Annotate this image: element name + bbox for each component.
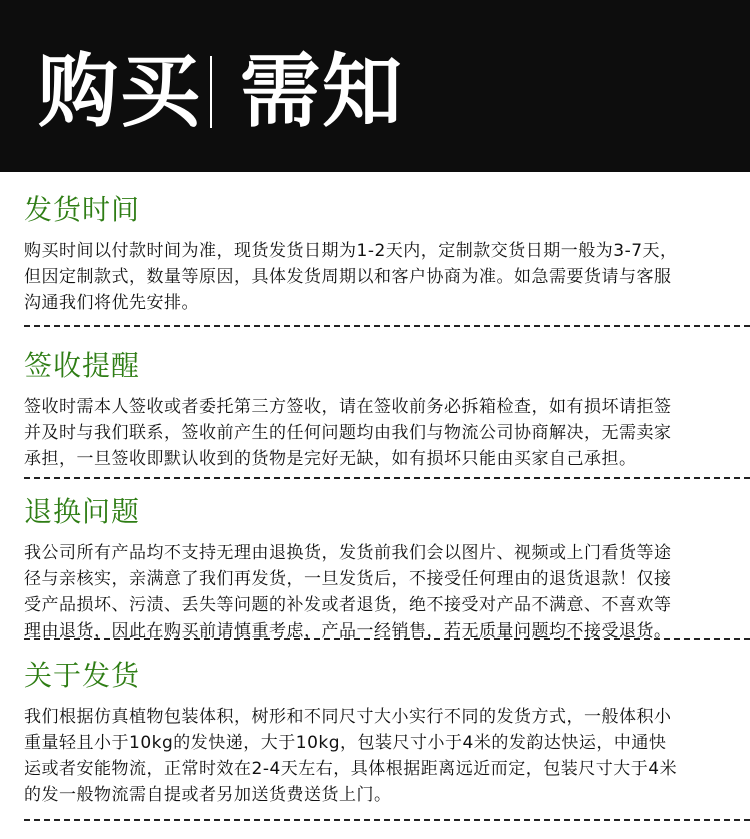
dashed-divider xyxy=(24,638,750,640)
body-line: 并及时与我们联系，签收前产生的任何问题均由我们与物流公司协商解决，无需卖家 xyxy=(24,423,672,443)
body-line: 我们根据仿真植物包装体积，树形和不同尺寸大小实行不同的发货方式，一般体积小 xyxy=(24,707,672,727)
header-title-right: 需知 xyxy=(240,45,404,138)
header-separator xyxy=(210,56,212,128)
section-body xyxy=(24,238,736,316)
body-line: 但因定制款式，数量等原因，具体发货周期以和客户协商为准。如急需要货请与客服 xyxy=(24,267,672,287)
section-title: 关于发货 xyxy=(24,659,141,692)
section-title: 退换问题 xyxy=(24,495,141,528)
body-line: 重量轻且小于10kg的发快递，大于10kg，包装尺寸小于4米的发韵达快运，中通快 xyxy=(24,733,667,753)
body-line: 受产品损坏、污渍、丢失等问题的补发或者退货，绝不接受对产品不满意、不喜欢等 xyxy=(24,595,672,615)
dashed-divider xyxy=(24,325,750,327)
body-line: 承担，一旦签收即默认收到的货物是完好无缺，如有损坏只能由买家自己承担。 xyxy=(24,449,637,469)
section-body xyxy=(24,394,736,472)
section-title: 发货时间 xyxy=(24,193,141,226)
body-line: 理由退货，因此在购买前请慎重考虑，产品一经销售，若无质量问题均不接受退货。 xyxy=(24,621,672,641)
header-title-left: 购买 xyxy=(38,45,202,138)
dashed-divider xyxy=(24,819,750,821)
body-line: 我公司所有产品均不支持无理由退换货，发货前我们会以图片、视频或上门看货等途 xyxy=(24,543,672,563)
section-body xyxy=(24,540,736,644)
body-line: 签收时需本人签收或者委托第三方签收，请在签收前务必拆箱检查，如有损坏请拒签 xyxy=(24,397,672,417)
body-line: 的发一般物流需自提或者另加送货费送货上门。 xyxy=(24,785,392,805)
dashed-divider xyxy=(24,477,750,479)
header-banner xyxy=(0,0,750,172)
section-title: 签收提醒 xyxy=(24,349,141,382)
body-line: 购买时间以付款时间为准，现货发货日期为1-2天内，定制款交货日期一般为3-7天， xyxy=(24,241,678,261)
body-line: 沟通我们将优先安排。 xyxy=(24,293,199,313)
body-line: 径与亲核实，亲满意了我们再发货，一旦发货后，不接受任何理由的退货退款！仅接 xyxy=(24,569,672,589)
body-line: 运或者安能物流，正常时效在2-4天左右，具体根据距离远近而定，包装尺寸大于4米 xyxy=(24,759,678,779)
section-body xyxy=(24,704,736,808)
